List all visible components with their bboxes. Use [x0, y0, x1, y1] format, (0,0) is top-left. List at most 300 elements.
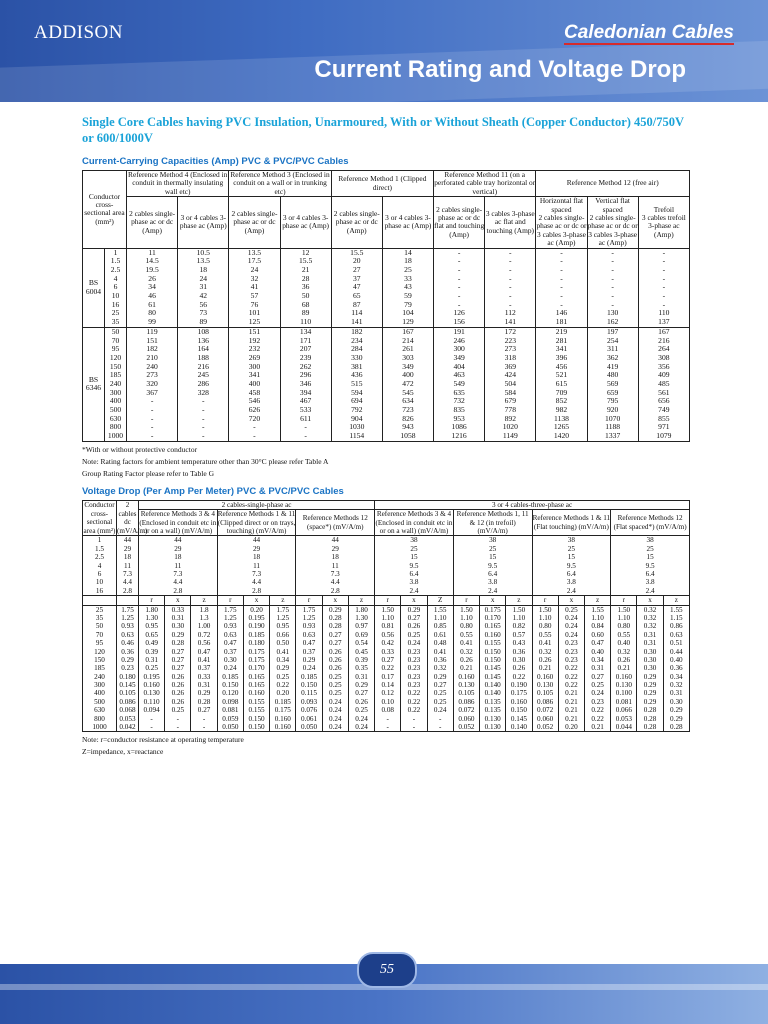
cell-value: - [560, 291, 563, 301]
cell-value: 172 [504, 326, 516, 336]
cell-value: 188 [197, 352, 209, 362]
cell-value: 0.50 [276, 639, 290, 648]
cell-value: 0.93 [224, 622, 237, 631]
subheader-cell: r [375, 596, 401, 605]
cell-value: 0.26 [538, 655, 552, 664]
cell-value: 341 [248, 370, 261, 380]
cell-value: 0.105 [119, 689, 136, 698]
cell-value: - [202, 405, 205, 415]
cell-value: - [662, 299, 666, 309]
cell-value: 0.26 [328, 655, 342, 664]
cell-value: 164 [197, 344, 209, 354]
cell-value: 0.052 [537, 723, 554, 732]
cell-value: 12 [301, 247, 310, 257]
cell-value: 1.8 [199, 605, 209, 614]
cell-value: 0.20 [250, 605, 263, 614]
cell-value: 0.26 [171, 697, 185, 706]
value-cell [280, 327, 331, 441]
cell-value: 37 [352, 273, 361, 283]
cell-value: 0.27 [197, 706, 211, 715]
cell-value: 136 [197, 335, 209, 345]
cell-value: 472 [402, 378, 414, 388]
cell-value: 44 [331, 536, 339, 545]
cell-value: 137 [658, 317, 670, 327]
cell-value: 0.22 [591, 714, 604, 723]
cell-value: 11 [148, 247, 156, 257]
cell-value: 1138 [554, 413, 569, 423]
value-cell [270, 605, 296, 732]
cell-value: 1.10 [617, 613, 631, 622]
subheader-cell: x [165, 596, 191, 605]
value-cell [165, 605, 191, 732]
value-cell [243, 605, 269, 732]
cell-value: 456 [555, 361, 568, 371]
th-c2ph-touch: 2 cables single-phase ac or dc flat and touching (Amp) [434, 197, 485, 248]
cell-value: - [509, 265, 512, 275]
cell-value: 0.95 [145, 622, 158, 631]
cell-value: 0.22 [381, 664, 395, 673]
cell-value: 57 [250, 291, 259, 301]
cell-value: 400 [248, 378, 261, 388]
cell-value: 0.115 [301, 689, 317, 698]
cell-value: - [560, 256, 563, 266]
cell-value: 0.190 [248, 622, 265, 631]
cell-value: 33 [404, 273, 412, 283]
cell-value: - [202, 413, 205, 423]
cell-value: 635 [453, 387, 465, 397]
cell-value: 15 [410, 553, 418, 562]
cell-value: 394 [299, 387, 312, 397]
cell-value: 521 [555, 370, 568, 380]
cell-value: - [560, 273, 563, 283]
cell-value: 4 [97, 561, 102, 570]
cell-value: 852 [555, 396, 568, 406]
cell-value: 549 [453, 378, 465, 388]
cell-value: 210 [146, 352, 158, 362]
cell-value: 0.29 [355, 681, 368, 690]
cell-value: 0.105 [537, 689, 554, 698]
empty-cell [83, 596, 117, 605]
cell-value: - [176, 723, 180, 732]
th2-c2: Reference Methods 3 & 4 (Enclosed in conduit etc in or on a wall) (mV/A/m) [139, 510, 217, 535]
cell-value: 615 [555, 378, 568, 388]
cell-value: 0.22 [407, 697, 421, 706]
cell-value: 792 [351, 405, 363, 415]
subheader-cell: Z [427, 596, 453, 605]
cell-value: 80 [148, 308, 156, 318]
cell-value: 0.26 [328, 664, 342, 673]
cell-value: 234 [351, 335, 363, 345]
cell-value: 0.29 [121, 655, 134, 664]
cell-value: - [150, 396, 154, 406]
cell-value: 463 [453, 370, 465, 380]
cell-value: 953 [453, 413, 465, 423]
cell-value: 0.26 [355, 697, 368, 706]
cell-value: 0.175 [248, 647, 265, 656]
cell-value: 25 [404, 265, 412, 275]
cell-value: 185 [94, 664, 105, 673]
cell-value: 311 [607, 344, 619, 354]
cell-value: - [253, 422, 256, 432]
cell-value: 1.75 [276, 605, 290, 614]
cell-value: 101 [248, 308, 261, 318]
cell-value: 2.4 [488, 586, 498, 595]
table1-note: *With or without protective conductor [82, 444, 198, 454]
cell-value: 7.3 [173, 569, 183, 578]
cell-value: 0.49 [145, 639, 158, 648]
cell-value: 25 [111, 308, 120, 318]
value-cell [485, 327, 536, 441]
subheader-cell: x [322, 596, 348, 605]
cell-value: 0.30 [643, 655, 657, 664]
cell-value: 9.5 [409, 561, 419, 570]
cell-value: 0.22 [512, 672, 526, 681]
cell-value: 0.28 [328, 613, 342, 622]
cell-value: 630 [94, 706, 105, 715]
cell-value: 119 [146, 326, 158, 336]
th2-c7: Reference Methods 1 & 11 (Flat touching) (mV/A/m) [532, 510, 611, 536]
cell-value: 192 [248, 335, 261, 345]
cell-value: 0.26 [171, 681, 185, 690]
cell-value: 0.21 [565, 697, 578, 706]
cell-value: 0.098 [222, 697, 239, 706]
cell-value: 0.25 [565, 605, 578, 614]
cell-value: - [202, 431, 205, 441]
cell-value: 0.39 [145, 647, 158, 656]
cell-value: 0.25 [591, 681, 604, 690]
cell-value: 1.25 [224, 613, 237, 622]
standard-label: BS 6004 [83, 248, 105, 327]
cell-value: 0.081 [222, 706, 239, 715]
cell-value: 2.8 [173, 586, 183, 595]
value-cell [322, 605, 348, 732]
cell-value: - [386, 714, 389, 723]
cell-value: 0.47 [224, 639, 237, 648]
cell-value: 0.45 [355, 647, 368, 656]
subheader-cell: r [532, 596, 558, 605]
cell-value: 0.28 [643, 706, 657, 715]
cell-value: 0.150 [484, 647, 501, 656]
table2-body [83, 536, 690, 732]
cell-value: - [457, 282, 461, 292]
cell-value: 239 [299, 352, 312, 362]
cell-value: 396 [555, 352, 568, 362]
cell-value: 0.059 [222, 714, 239, 723]
cell-value: 73 [199, 308, 208, 318]
cell-value: 4 [113, 273, 118, 283]
cell-value: 0.24 [565, 622, 578, 631]
cell-value: - [509, 273, 512, 283]
cell-value: 0.27 [407, 613, 421, 622]
cell-value: 0.32 [670, 681, 683, 690]
cell-value: 0.160 [510, 697, 527, 706]
cell-value: 6.4 [488, 569, 498, 578]
th-horiz-sub: 2 cables single-phase ac or dc or 3 cables 3-phase ac (Amp) [536, 213, 587, 248]
voltage-drop-table [82, 500, 690, 733]
cell-value: 1.5 [110, 256, 121, 266]
cell-value: 0.29 [302, 655, 316, 664]
cell-value: 1154 [349, 431, 365, 441]
value-cell [427, 605, 453, 732]
subheader-cell: r [139, 596, 165, 605]
cell-value: 18 [252, 553, 261, 562]
cell-value: 0.052 [458, 723, 475, 732]
cell-value: 400 [109, 396, 122, 406]
cell-value: 0.050 [222, 723, 239, 732]
th-conductor: Conductor cross-sectional area (mm²) [83, 171, 127, 249]
cell-value: 70 [95, 630, 104, 639]
cell-value: 0.23 [565, 655, 578, 664]
cell-value: 1.50 [538, 605, 552, 614]
cell-value: 232 [248, 344, 261, 354]
cell-value: 1086 [451, 422, 467, 432]
cell-value: 943 [402, 422, 414, 432]
cell-value: 19.5 [145, 265, 159, 275]
cell-value: 0.180 [248, 639, 265, 648]
cell-value: 41 [250, 282, 259, 292]
value-cell [105, 327, 127, 441]
table2-notes [82, 734, 690, 758]
cell-value: 515 [351, 378, 363, 388]
cell-value: 0.25 [355, 706, 368, 715]
cell-value: 0.30 [512, 655, 526, 664]
cell-value: 318 [504, 352, 516, 362]
cell-value: 0.22 [565, 672, 578, 681]
cell-value: 3.8 [566, 578, 576, 587]
value-cell [217, 536, 296, 596]
cell-value: 1079 [656, 431, 672, 441]
cell-value: 0.28 [197, 697, 211, 706]
cell-value: 0.165 [248, 681, 265, 690]
company-logo [564, 22, 734, 44]
cell-value: - [662, 273, 666, 283]
cell-value: - [412, 723, 416, 732]
cell-value: 0.33 [381, 647, 395, 656]
cell-value: 296 [299, 370, 312, 380]
cell-value: 0.23 [407, 681, 421, 690]
cell-value: 0.053 [119, 714, 136, 723]
cell-value: 0.26 [171, 689, 185, 698]
cell-value: 0.29 [171, 630, 185, 639]
cell-value: 18 [123, 553, 132, 562]
cell-value: 18 [174, 553, 182, 562]
cell-value: 1.10 [591, 613, 604, 622]
cell-value: 0.36 [670, 664, 683, 673]
cell-value: 182 [351, 326, 363, 336]
empty-cell [117, 596, 139, 605]
cell-value: 0.093 [300, 697, 318, 706]
page-title: Current Rating and Voltage Drop [314, 56, 686, 83]
cell-value: 0.195 [248, 613, 265, 622]
cell-value: 104 [402, 308, 414, 318]
cell-value: 0.47 [591, 639, 604, 648]
cell-value: 1.10 [460, 613, 473, 622]
cell-value: 0.160 [248, 689, 265, 698]
cell-value: 20 [352, 256, 361, 266]
value-cell [434, 248, 485, 327]
cell-value: 35 [95, 613, 104, 622]
cell-value: 0.23 [591, 697, 604, 706]
cell-value: 0.28 [643, 714, 657, 723]
cell-value: 26 [148, 273, 156, 283]
cell-value: 31 [199, 282, 208, 292]
cell-value: 630 [109, 413, 122, 423]
cell-value: 0.95 [276, 622, 290, 631]
cell-value: - [662, 265, 666, 275]
cell-value: 0.55 [460, 630, 473, 639]
cell-value: 0.10 [381, 697, 395, 706]
cell-value: 150 [109, 361, 122, 371]
cell-value: 0.37 [302, 647, 316, 656]
cell-value: - [202, 723, 206, 732]
cell-value: 146 [555, 308, 568, 318]
th-rm1: Reference Method 1 (Clipped direct) [331, 171, 433, 197]
cell-value: 0.29 [197, 689, 211, 698]
value-cell [382, 248, 433, 327]
subheader-cell: r [453, 596, 479, 605]
cell-value: 0.24 [565, 613, 578, 622]
cell-value: 320 [146, 378, 158, 388]
value-cell [191, 605, 217, 732]
cell-value: 89 [199, 317, 208, 327]
cell-value: 0.40 [670, 655, 683, 664]
cell-value: 0.155 [248, 697, 265, 706]
cell-value: 79 [404, 299, 412, 309]
cell-value: 261 [402, 344, 414, 354]
cell-value: 0.80 [538, 622, 552, 631]
cell-value: 0.25 [433, 689, 447, 698]
cell-value: 971 [658, 422, 670, 432]
value-cell [331, 327, 382, 441]
cell-value: - [611, 247, 614, 257]
cell-value: 0.56 [381, 630, 395, 639]
th-c3ph-touch: 3 cables 3-phase ac flat and touching (Amp) [485, 197, 536, 248]
value-cell [453, 536, 532, 596]
cell-value: 300 [248, 361, 261, 371]
cell-value: 108 [197, 326, 209, 336]
cell-value: 545 [402, 387, 414, 397]
cell-value: 1.3 [199, 613, 209, 622]
cell-value: 720 [248, 413, 261, 423]
cell-value: 341 [555, 344, 568, 354]
cell-value: 0.27 [171, 664, 185, 673]
table1-note: Group Rating Factor please refer to Table G [82, 468, 215, 478]
cell-value: 0.130 [484, 723, 501, 732]
cell-value: - [662, 247, 666, 257]
cell-value: 262 [299, 361, 312, 371]
cell-value: 4.4 [173, 578, 183, 587]
th2-group2: 3 or 4 cables-three-phase ac [375, 500, 690, 509]
subheader-cell: x [558, 596, 584, 605]
value-cell [296, 536, 375, 596]
cell-value: 6 [97, 569, 102, 578]
cell-value: - [386, 723, 389, 732]
cell-value: 485 [658, 378, 670, 388]
cell-value: 0.21 [538, 664, 552, 673]
cell-value: 120 [94, 647, 105, 656]
value-cell [638, 248, 689, 327]
cell-value: 349 [453, 352, 465, 362]
subheader-cell: r [217, 596, 243, 605]
standard-label: BS 6346 [83, 327, 105, 441]
cell-value: 0.135 [484, 706, 501, 715]
cell-value: 634 [402, 396, 414, 406]
cell-value: 1149 [502, 431, 518, 441]
cell-value: 0.29 [670, 706, 683, 715]
cell-value: - [509, 299, 512, 309]
cell-value: 0.24 [591, 689, 604, 698]
cell-value: 38 [489, 536, 497, 545]
cell-value: 0.32 [643, 622, 657, 631]
cell-value: - [438, 723, 442, 732]
cell-value: - [202, 396, 205, 406]
cell-value: 0.33 [197, 672, 211, 681]
cell-value: 0.25 [328, 681, 342, 690]
cell-value: 1.10 [381, 613, 395, 622]
cell-value: 7.3 [252, 569, 262, 578]
cell-value: 0.27 [171, 647, 185, 656]
cell-value: 0.130 [458, 681, 475, 690]
cell-value: 7.3 [123, 569, 132, 578]
cell-value: 0.150 [510, 706, 527, 715]
cell-value: 0.40 [591, 647, 604, 656]
cell-value: - [560, 265, 563, 275]
cell-value: 264 [658, 344, 670, 354]
cell-value: 240 [146, 361, 158, 371]
cell-value: 0.82 [512, 622, 526, 631]
cell-value: 0.30 [643, 664, 657, 673]
cell-value: 1.50 [460, 605, 473, 614]
cell-value: 1.80 [145, 605, 158, 614]
cell-value: 18 [331, 553, 339, 562]
cell-value: 0.29 [643, 672, 657, 681]
cell-value: 1.25 [302, 613, 316, 622]
cell-value: 0.41 [433, 647, 447, 656]
th2-conductor: Conductor cross-sectional area (mm²) [83, 501, 116, 535]
cell-value: 15.5 [298, 256, 313, 266]
cell-value: 38 [567, 536, 575, 545]
cell-value: 4.4 [123, 578, 132, 587]
cell-value: 308 [658, 352, 670, 362]
cell-value: 2.4 [409, 586, 419, 595]
cell-value: 0.170 [484, 613, 501, 622]
cell-value: 0.63 [302, 630, 316, 639]
cell-value: 424 [504, 370, 516, 380]
value-cell [663, 605, 689, 732]
cell-value: 281 [555, 335, 568, 345]
cell-value: 273 [504, 344, 516, 354]
cell-value: 0.195 [143, 672, 160, 681]
cell-value: 0.24 [328, 723, 342, 732]
cell-value: 0.20 [276, 689, 290, 698]
cell-value: 1.25 [276, 613, 290, 622]
cell-value: 0.25 [328, 672, 342, 681]
cell-value: 1.50 [512, 605, 526, 614]
cell-value: 59 [404, 291, 412, 301]
table2-note: Note: r=conductor resistance at operating temperature [82, 735, 244, 745]
cell-value: 2.5 [110, 265, 121, 275]
cell-value: 0.28 [643, 723, 657, 732]
cell-value: 9.5 [488, 561, 498, 570]
table1-title: Current-Carrying Capacities (Amp) PVC & PVC/PVC Cables [82, 156, 349, 167]
cell-value: 0.34 [591, 655, 604, 664]
cell-value: 1.55 [591, 605, 604, 614]
cell-value: 0.110 [143, 697, 160, 706]
cell-value: 0.23 [407, 672, 421, 681]
cell-value: 50 [111, 326, 120, 336]
cell-value: 3.8 [645, 578, 655, 587]
cell-value: 0.21 [565, 689, 578, 698]
